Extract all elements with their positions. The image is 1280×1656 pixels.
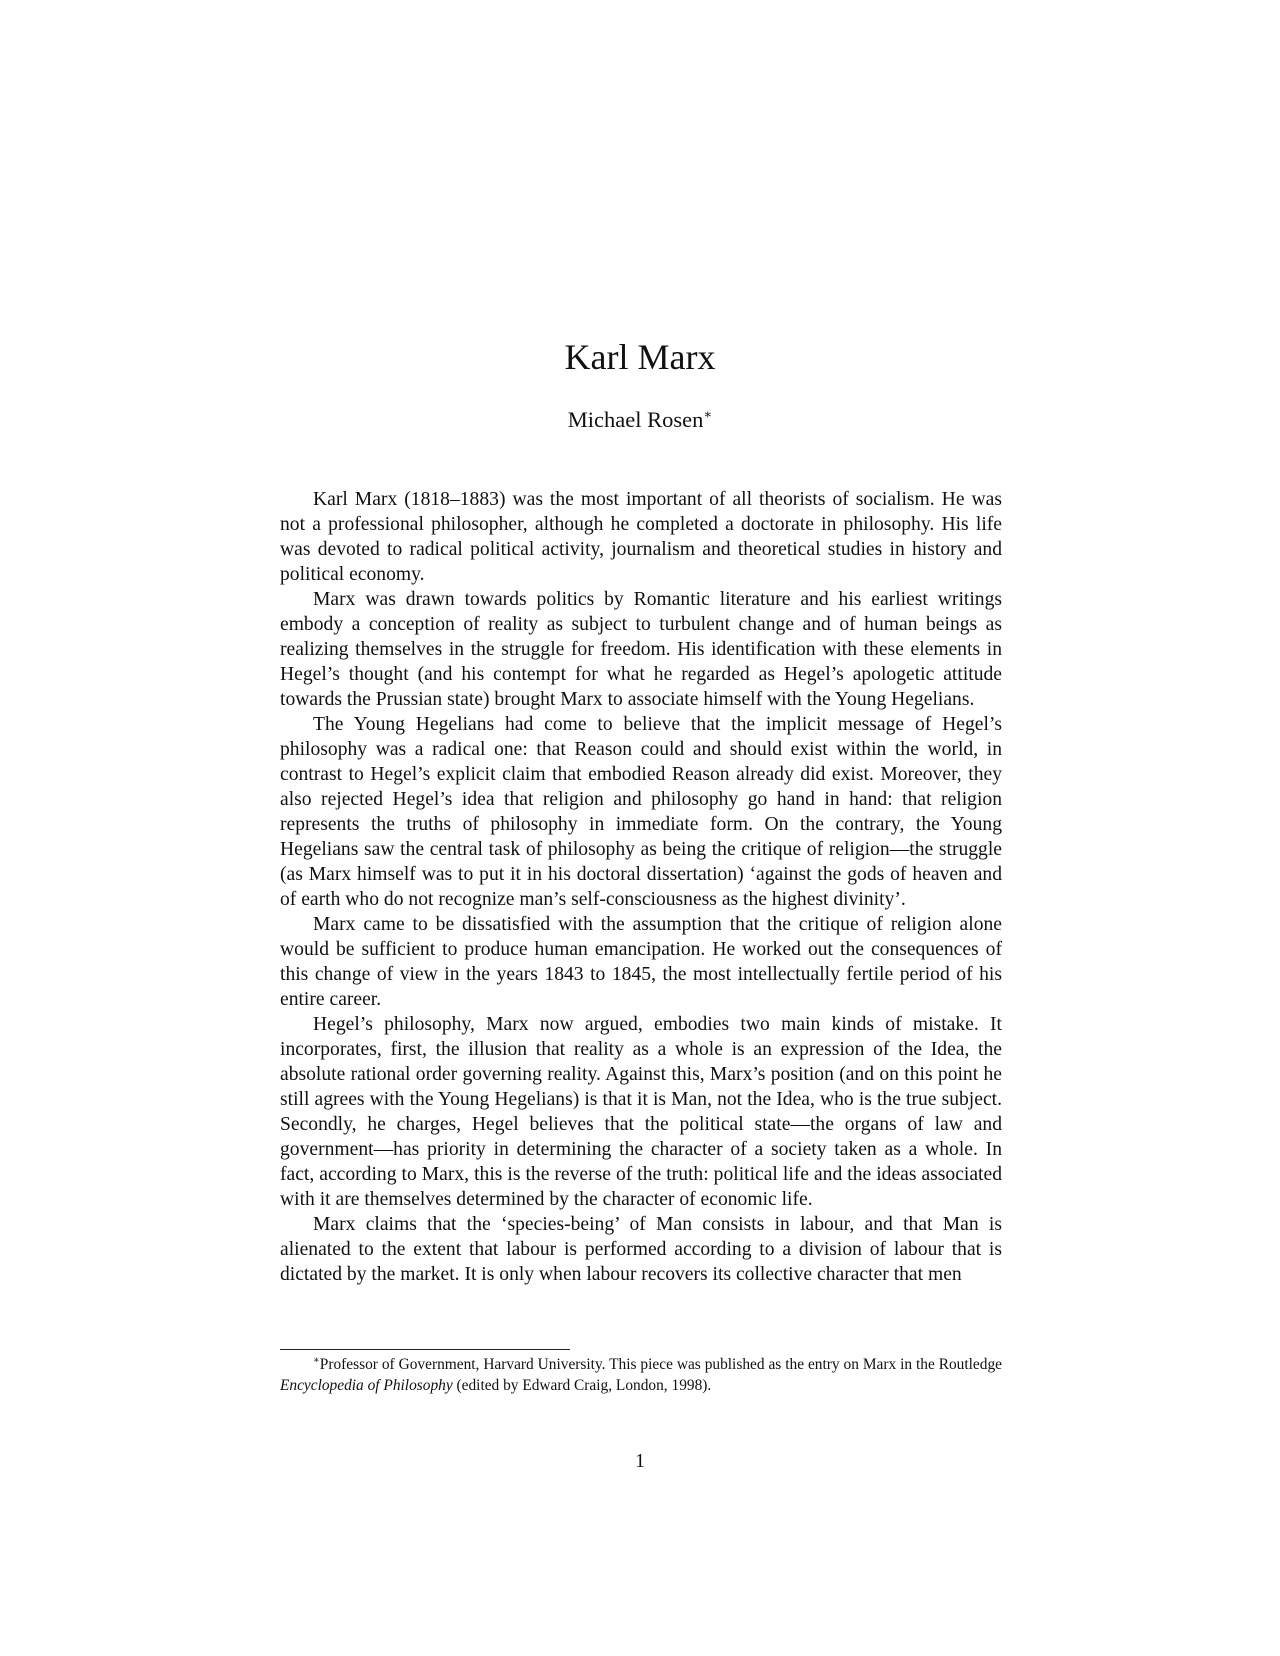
- body-text: [280, 487, 1002, 1287]
- paragraph: Marx came to be dissatisfied with the assumption that the critique of religion alone would be sufficient to produce human emancipation. He worked out the consequences of this change of view in the years 1843 to 1845, the most intellectually fertile period of his entire career.: [280, 914, 1002, 1010]
- paragraph: Marx was drawn towards politics by Romantic literature and his earliest writings embody a conception of reality as subject to turbulent change and of human beings as realizing themselves in the struggle for freedom. His identification with these elements in Hegel’s thought (and his contempt for what he regarded as Hegel’s apologetic attitude towards the Prussian state) brought Marx to associate himself with the Young Hegelians.: [280, 589, 1002, 710]
- page-title: Karl Marx: [564, 337, 716, 377]
- paragraph: The Young Hegelians had come to believe that the implicit message of Hegel’s philosophy was a radical one: that Reason could and should exist within the world, in contrast to Hegel’s explicit claim that embodied Reason already did exist. Moreover, they also rejected Hegel’s idea that religion and philosophy go hand in hand: that religion represents the truths of philosophy in immediate form. On the contrary, the Young Hegelians saw the central task of philosophy as being the critique of religion—the struggle (as Marx himself was to put it in his doctoral dissertation) ‘against the gods of heaven and of earth who do not recognize man’s self-consciousness as the highest divinity’.: [280, 714, 1002, 910]
- footnote-marker: ∗: [703, 406, 713, 422]
- paragraph: Karl Marx (1818–1883) was the most important of all theorists of socialism. He was not a professional philosopher, although he completed a doctorate in philosophy. His life was devoted to radical political activity, journalism and theoretical studies in history and political economy.: [280, 489, 1002, 585]
- page-number: 1: [635, 1451, 645, 1472]
- footnote-book-title: Encyclopedia of Philosophy: [280, 1377, 453, 1394]
- footnote: [280, 1354, 1002, 1396]
- author-line: [0, 405, 1280, 435]
- footnote-divider: [280, 1349, 570, 1350]
- author-name: Michael Rosen: [567, 407, 704, 432]
- paragraph: Marx claims that the ‘species-being’ of Man consists in labour, and that Man is alienated to the extent that labour is performed according to a division of labour that is dictated by the market. It is only when labour recovers its collective character that men: [280, 1214, 1002, 1285]
- paragraph: Hegel’s philosophy, Marx now argued, embodies two main kinds of mistake. It incorporates, first, the illusion that reality as a whole is an expression of the Idea, the absolute rational order governing reality. Against this, Marx’s position (and on this point he still agrees with the Young Hegelians) is that it is Man, not the Idea, who is the true subject. Secondly, he charges, Hegel believes that the political state—the organs of law and government—has priority in determining the character of a society taken as a whole. In fact, according to Marx, this is the reverse of the truth: political life and the ideas associated with it are themselves determined by the character of economic life.: [280, 1014, 1002, 1210]
- footnote-text: Professor of Government, Harvard University. This piece was published as the entry on Marx in the Routledge: [319, 1356, 1002, 1373]
- footnote-text-end: (edited by Edward Craig, London, 1998).: [452, 1377, 712, 1394]
- footnote-mark: ∗: [313, 1354, 320, 1366]
